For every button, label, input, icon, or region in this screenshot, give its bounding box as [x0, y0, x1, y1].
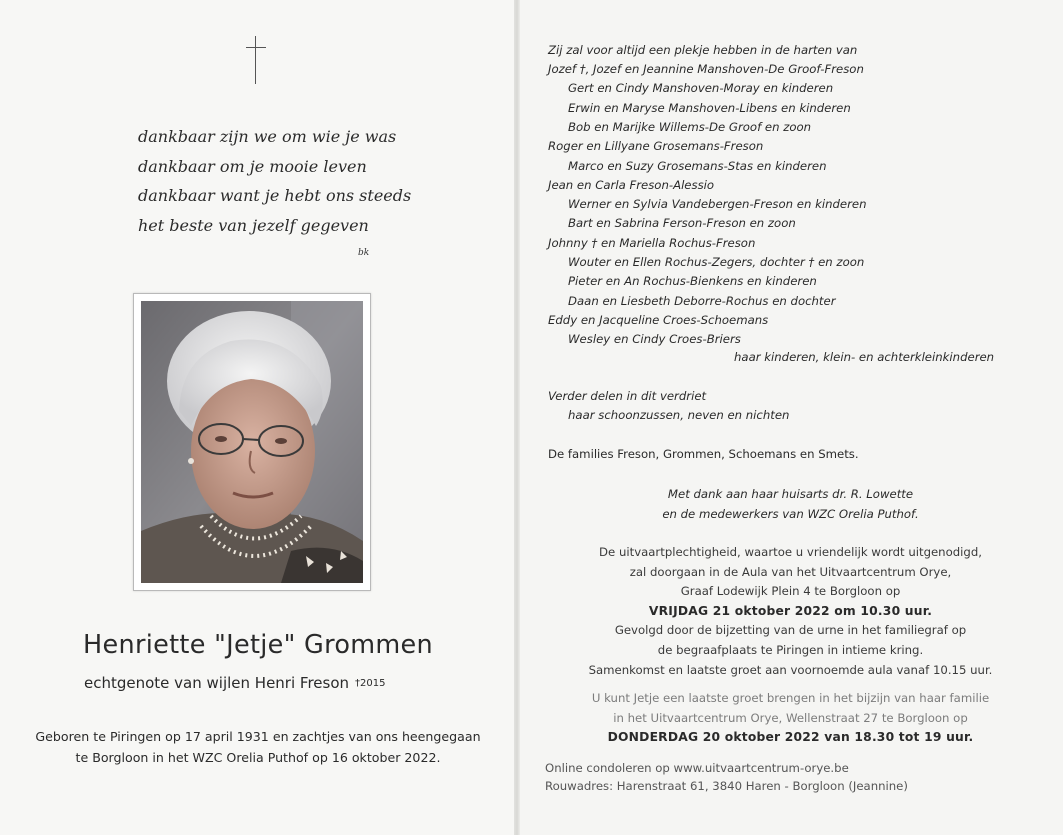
ceremony-line: De uitvaartplechtigheid, waartoe u vriendelijk wordt uitgenodigd,	[599, 545, 982, 559]
visit-line: U kunt Jetje een laatste groet brengen in het bijzijn van haar familie	[591, 691, 990, 705]
poem-line: het beste van jezelf gegeven	[138, 215, 369, 235]
visit-date: DONDERDAG 20 oktober 2022 van 18.30 tot 19 uur.	[607, 730, 974, 745]
ceremony-date: VRIJDAG 21 oktober 2022 om 10.30 uur.	[648, 603, 933, 618]
family-line: Wouter en Ellen Rochus-Zegers, dochter † en zoon	[568, 255, 865, 269]
family-line: Daan en Liesbeth Deborre-Rochus en dochter	[568, 293, 836, 308]
family-line: Bob en Marijke Willems-De Groof en zoon	[568, 119, 812, 134]
poem	[138, 122, 411, 240]
visit-line: in het Uitvaartcentrum Orye, Wellenstraat 27 te Borgloon op	[613, 710, 968, 725]
family-line: Werner en Sylvia Vandebergen-Freson en kinderen	[568, 197, 867, 212]
mourning-address: Rouwadres: Harenstraat 61, 3840 Haren - Borgloon (Jeannine)	[545, 779, 908, 793]
family-closing: haar kinderen, klein- en achterkleinkinderen	[734, 350, 995, 364]
family-line: Gert en Cindy Manshoven-Moray en kinderen	[568, 81, 834, 96]
family-line: Marco en Suzy Grosemans-Stas en kinderen	[568, 158, 827, 173]
family-intro: Zij zal voor altijd een plekje hebben in de harten van	[548, 43, 858, 57]
poem-initials: bk	[358, 248, 370, 258]
cross-icon	[246, 36, 266, 84]
poem-line: dankbaar om je mooie leven	[138, 156, 367, 176]
spouse-death-year: †2015	[355, 678, 386, 689]
thanks-line: Met dank aan haar huisarts dr. R. Lowette	[667, 487, 914, 501]
family-line: Erwin en Maryse Manshoven-Libens en kinderen	[568, 100, 851, 115]
sharing-line: Verder delen in dit verdriet	[548, 389, 707, 403]
ceremony-line: zal doorgaan in de Aula van het Uitvaartcentrum Orye,	[629, 564, 952, 579]
poem-line: dankbaar zijn we om wie je was	[138, 127, 397, 146]
birth-line: Geboren te Piringen op 17 april 1931 en zachtjes van ons heengegaan	[35, 729, 481, 744]
thanks-line: en de medewerkers van WZC Orelia Puthof.	[662, 506, 919, 521]
birth-line: te Borgloon in het WZC Orelia Puthof op 16 oktober 2022.	[75, 750, 441, 765]
family-line: Johnny † en Mariella Rochus-Freson	[548, 235, 756, 250]
family-line: Roger en Lillyane Grosemans-Freson	[548, 139, 764, 154]
portrait-photo	[133, 293, 371, 591]
family-line: Pieter en An Rochus-Bienkens en kinderen	[568, 274, 817, 289]
visit-block	[518, 689, 1063, 748]
sharing-line: haar schoonzussen, neven en nichten	[568, 408, 790, 422]
ceremony-line: Samenkomst en laatste groet aan voornoemde aula vanaf 10.15 uur.	[588, 662, 993, 677]
portrait-image	[141, 301, 363, 583]
family-line: Eddy en Jacqueline Croes-Schoemans	[548, 312, 769, 327]
families-line: De families Freson, Grommen, Schoemans en Smets.	[548, 447, 859, 461]
ceremony-line: Gevolgd door de bijzetting van de urne in het familiegraf op	[614, 623, 967, 638]
poem-line: dankbaar want je hebt ons steeds	[138, 186, 412, 205]
deceased-name: Henriette "Jetje" Grommen	[83, 630, 433, 660]
online-condolence: Online condoleren op www.uitvaartcentrum-orye.be	[545, 761, 849, 775]
ceremony-line: Graaf Lodewijk Plein 4 te Borgloon op	[680, 584, 901, 599]
ceremony-line: de begraafplaats te Piringen in intieme kring.	[657, 642, 924, 657]
thanks-block	[518, 485, 1063, 524]
family-line: Jozef †, Jozef en Jeannine Manshoven-De Groof-Freson	[548, 62, 864, 76]
spouse-text: echtgenote van wijlen Henri Freson	[84, 674, 350, 692]
ceremony-block	[518, 543, 1063, 680]
family-line: Jean en Carla Freson-Alessio	[548, 177, 715, 192]
family-line: Bart en Sabrina Ferson-Freson en zoon	[568, 216, 796, 231]
family-line: Wesley en Cindy Croes-Briers	[568, 332, 741, 347]
spouse-line	[84, 674, 385, 692]
birth-death-details	[0, 726, 516, 768]
